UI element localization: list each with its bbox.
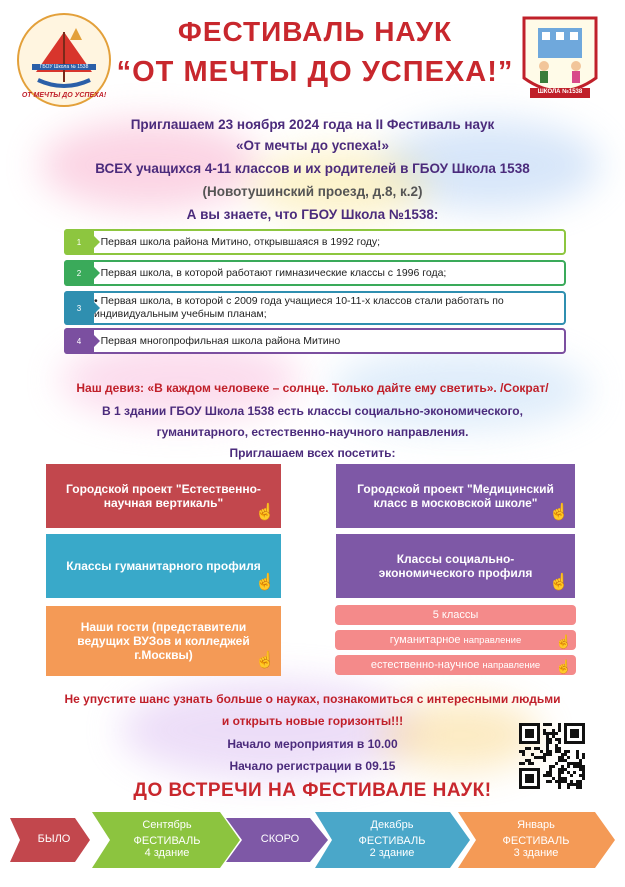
pill-label: естественно-научное: [370, 659, 480, 671]
timeline-bot: 4 здание: [144, 847, 190, 859]
card-humanities[interactable]: [46, 534, 281, 598]
fact-item: [64, 229, 566, 255]
timeline-mid: СКОРО: [260, 833, 300, 845]
card-label: Городской проект "Медицинский класс в московской школе": [357, 482, 554, 510]
fact-number: 1: [64, 229, 94, 255]
logo-ribbon: ГБОУ Школа № 1538: [32, 64, 96, 70]
timeline-bot: 2 здание: [369, 847, 415, 859]
closing-text: Не упустите шанс узнать больше о науках, познакомиться с интересными людьми: [64, 692, 561, 706]
fact-item: [64, 328, 566, 354]
timeline-top: Декабрь: [370, 819, 414, 831]
timeline-step: [474, 812, 598, 866]
timeline-step: [108, 812, 226, 866]
intro-line: ВСЕХ учащихся 4-11 классов и их родителей в ГБОУ Школа 1538: [95, 161, 530, 176]
timeline-mid: ФЕСТИВАЛЬ: [358, 835, 426, 847]
timeline-mid: ФЕСТИВАЛЬ: [133, 835, 201, 847]
card-guests[interactable]: [46, 606, 281, 676]
pointer-hand-icon: ☝: [255, 504, 275, 521]
timeline-step: [330, 812, 454, 866]
school-logo-right: [512, 8, 608, 108]
timeline-top: Сентябрь: [142, 819, 192, 831]
intro-line: Приглашаем 23 ноября 2024 года на II Фестиваль наук: [130, 117, 495, 132]
intro-line: (Новотушинский проезд, д.8, к.2): [202, 184, 423, 199]
page-title: ФЕСТИВАЛЬ НАУК: [177, 16, 453, 47]
school-logo-left: [16, 12, 112, 108]
timeline-top: Январь: [517, 819, 555, 831]
pointer-hand-icon: ☝: [555, 659, 572, 674]
pill-label: гуманитарное: [389, 634, 461, 646]
intro-line: А вы знаете, что ГБОУ Школа №1538:: [186, 207, 439, 222]
see-you-heading: ДО ВСТРЕЧИ НА ФЕСТИВАЛЕ НАУК!: [133, 780, 492, 801]
building-info: гуманитарного, естественно-научного направления.: [156, 425, 469, 439]
pill-label: 5 классы: [432, 609, 479, 621]
card-science-vertical[interactable]: [46, 464, 281, 528]
invite-heading: Приглашаем всех посетить:: [229, 446, 396, 460]
pill-science[interactable]: [335, 655, 576, 675]
start-time: Начало мероприятия в 10.00: [227, 737, 398, 751]
timeline-mid: БЫЛО: [37, 833, 71, 845]
pill-sub: направление: [463, 634, 522, 646]
fact-text: • Первая школа, в которой с 2009 года учащиеся 10-11-х классов стали работать по индивидуальным учебным планам;: [94, 295, 504, 320]
timeline-bot: 3 здание: [513, 847, 559, 859]
closing-text: и открыть новые горизонты!!!: [221, 714, 404, 728]
registration-time: Начало регистрации в 09.15: [229, 759, 396, 773]
card-label: Классы гуманитарного профиля: [66, 559, 261, 573]
pointer-hand-icon: ☝: [555, 634, 572, 649]
timeline-step: [20, 812, 88, 866]
card-medical-class[interactable]: [336, 464, 575, 528]
pill-sub: направление: [482, 659, 541, 671]
timeline-step: [242, 812, 318, 866]
fact-item: [64, 260, 566, 286]
intro-line: «От мечты до успеха!»: [235, 138, 389, 153]
building-info: В 1 здании ГБОУ Школа 1538 есть классы социально-экономического,: [102, 404, 523, 418]
logo-right-caption: ШКОЛА №1538: [537, 89, 583, 95]
timeline-mid: ФЕСТИВАЛЬ: [502, 835, 570, 847]
pointer-hand-icon: ☝: [255, 652, 275, 669]
pointer-hand-icon: ☝: [549, 574, 569, 591]
pill-grade5[interactable]: [335, 605, 576, 625]
fact-number: 4: [64, 328, 94, 354]
page-subtitle: “ОТ МЕЧТЫ ДО УСПЕХА!”: [116, 56, 514, 88]
motto: Наш девиз: «В каждом человеке – солнце. Только дайте ему светить». /Сократ/: [76, 381, 549, 395]
fact-text: • Первая школа района Митино, открывшаяся в 1992 году;: [94, 236, 381, 248]
pointer-hand-icon: ☝: [549, 504, 569, 521]
fact-text: • Первая школа, в которой работают гимназические классы с 1996 года;: [94, 267, 447, 279]
card-label: Классы социально-экономического профиля: [378, 552, 533, 580]
fact-number: 3: [64, 291, 94, 325]
card-socioeconomic[interactable]: [336, 534, 575, 598]
fact-number: 2: [64, 260, 94, 286]
card-label: Наши гости (представители ведущих ВУЗов и колледжей г.Москвы): [77, 620, 250, 662]
logo-caption: ОТ МЕЧТЫ ДО УСПЕХА!: [21, 92, 107, 99]
card-label: Городской проект "Естественно-научная вертикаль": [66, 482, 261, 510]
pointer-hand-icon: ☝: [255, 574, 275, 591]
fact-item: [64, 291, 566, 325]
fact-text: • Первая многопрофильная школа района Митино: [94, 335, 341, 347]
pill-humanities[interactable]: [335, 630, 576, 650]
